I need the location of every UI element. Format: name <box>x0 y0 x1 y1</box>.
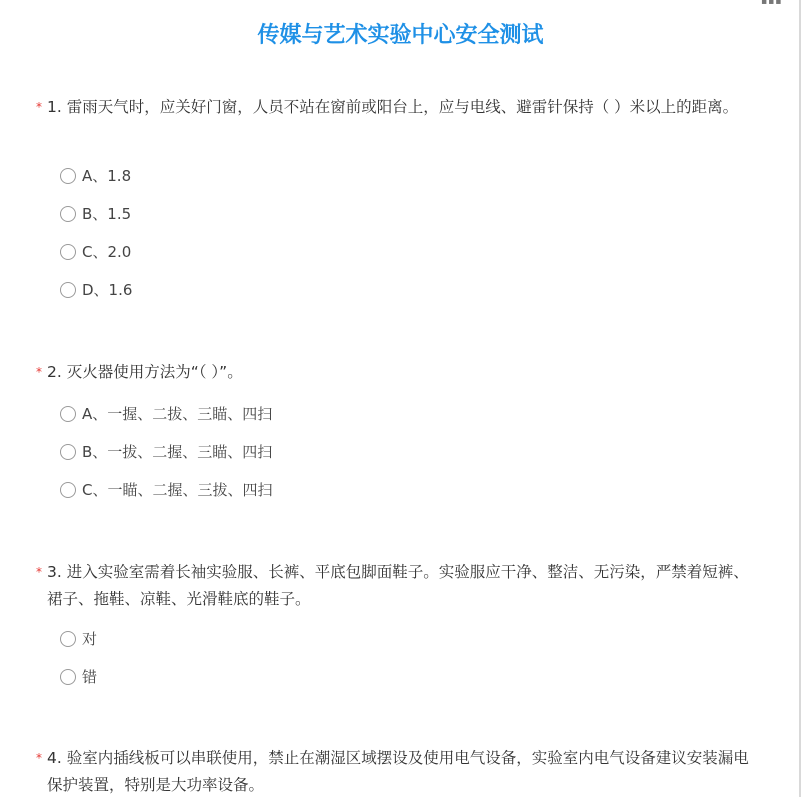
option-radio-1a[interactable] <box>60 165 131 187</box>
question-1 <box>36 94 756 121</box>
question-1-text: 1. 雷雨天气时，应关好门窗，人员不站在窗前或阳台上，应与电线、避雷针保持（ ）米以上的距离。 <box>47 98 739 116</box>
option-radio-2a[interactable] <box>60 403 272 425</box>
option-label: 对 <box>82 630 98 648</box>
option-label: B、1.5 <box>82 205 132 223</box>
question-3 <box>36 559 756 613</box>
radio-circle-icon[interactable] <box>60 631 76 647</box>
option-label: B、一拔、二握、三瞄、四扫 <box>82 443 273 461</box>
option-label: C、一瞄、二握、三拔、四扫 <box>82 481 273 499</box>
option-label: A、一握、二拔、三瞄、四扫 <box>82 405 273 423</box>
option-radio-2b[interactable] <box>60 441 272 463</box>
option-radio-1d[interactable] <box>60 279 132 301</box>
radio-circle-icon[interactable] <box>60 168 76 184</box>
option-radio-1b[interactable] <box>60 203 131 225</box>
radio-circle-icon[interactable] <box>60 206 76 222</box>
radio-circle-icon[interactable] <box>60 482 76 498</box>
question-text <box>36 94 756 121</box>
required-mark: * <box>36 365 42 379</box>
corner-icon: ▪▪▪ <box>761 0 783 7</box>
question-text <box>36 559 756 613</box>
question-2-text: 2. 灭火器使用方法为“（ ）”。 <box>47 363 243 381</box>
question-4 <box>36 745 756 797</box>
page-title: 传媒与艺术实验中心安全测试 <box>257 23 544 48</box>
option-radio-3-false[interactable] <box>60 666 97 688</box>
radio-circle-icon[interactable] <box>60 669 76 685</box>
question-text <box>36 745 756 797</box>
option-label: 错 <box>82 668 98 686</box>
question-text <box>36 359 756 386</box>
option-label: A、1.8 <box>82 167 132 185</box>
question-4-text: 4. 验室内插线板可以串联使用，禁止在潮湿区域摆设及使用电气设备，实验室内电气设备建议安装漏电保护装置，特别是大功率设备。 <box>47 749 749 794</box>
question-3-text: 3. 进入实验室需着长袖实验服、长裤、平底包脚面鞋子。实验服应干净、整洁、无污染，严禁着短裤、裙子、拖鞋、凉鞋、光滑鞋底的鞋子。 <box>47 563 749 608</box>
option-radio-3-true[interactable] <box>60 628 97 650</box>
radio-circle-icon[interactable] <box>60 406 76 422</box>
option-label: D、1.6 <box>82 281 133 299</box>
option-radio-2c[interactable] <box>60 479 272 501</box>
required-mark: * <box>36 751 42 765</box>
required-mark: * <box>36 565 42 579</box>
required-mark: * <box>36 100 42 114</box>
question-2 <box>36 359 756 386</box>
radio-circle-icon[interactable] <box>60 282 76 298</box>
radio-circle-icon[interactable] <box>60 444 76 460</box>
option-radio-1c[interactable] <box>60 241 131 263</box>
option-label: C、2.0 <box>82 243 132 261</box>
radio-circle-icon[interactable] <box>60 244 76 260</box>
